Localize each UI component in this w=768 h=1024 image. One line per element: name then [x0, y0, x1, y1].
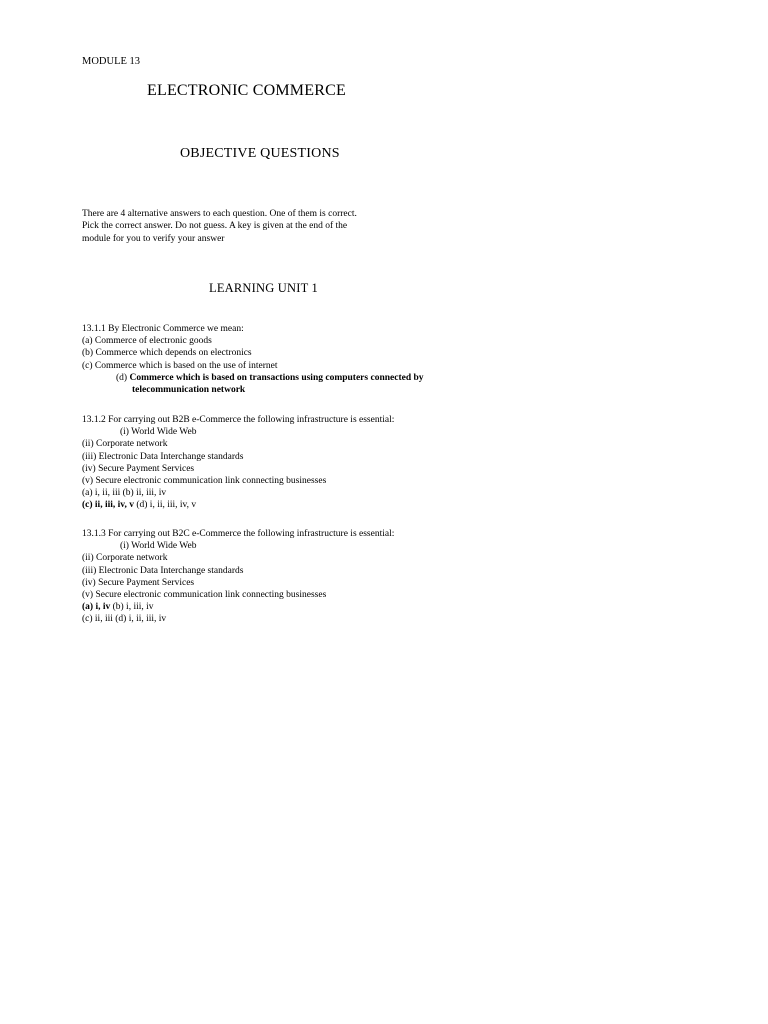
module-label: MODULE 13 [82, 56, 141, 67]
answer-choice: (b) i, iii, iv [110, 602, 154, 613]
question-option: (a) Commerce of electronic goods [82, 336, 212, 347]
answer-choices [82, 499, 394, 511]
option-label: (d) [116, 372, 130, 383]
page-title: ELECTRONIC COMMERCE [147, 82, 346, 99]
question-item: (ii) Corporate network [82, 439, 168, 450]
correct-answer-text: Commerce which is based on transactions using computers connected by [129, 372, 424, 383]
question-13-1-2 [82, 414, 394, 512]
question-item: (v) Secure electronic communication link connecting businesses [82, 476, 327, 487]
instructions-line: Pick the correct answer. Do not guess. A key is given at the end of the [82, 221, 348, 232]
question-item: (i) World Wide Web [120, 541, 197, 552]
question-stem: 13.1.3 For carrying out B2C e-Commerce the following infrastructure is essential: [82, 529, 395, 539]
correct-answer-text-continued: telecommunication network [132, 385, 246, 396]
question-item: (ii) Corporate network [82, 553, 168, 564]
answer-choices: (c) ii, iii (d) i, ii, iii, iv [82, 614, 167, 625]
instructions-paragraph [82, 208, 357, 245]
instructions-line: module for you to verify your answer [82, 233, 225, 244]
learning-unit-title: LEARNING UNIT 1 [209, 281, 319, 295]
question-item: (iv) Secure Payment Services [82, 463, 195, 474]
question-stem: 13.1.2 For carrying out B2B e-Commerce the following infrastructure is essential: [82, 415, 395, 425]
question-option: (c) Commerce which is based on the use of internet [82, 360, 278, 371]
question-item: (iv) Secure Payment Services [82, 577, 195, 588]
correct-answer-text: (c) ii, iii, iv, v [82, 500, 134, 511]
correct-answer-text: (a) i, iv [82, 602, 111, 613]
question-option: (b) Commerce which depends on electronics [82, 348, 252, 359]
question-item: (iii) Electronic Data Interchange standards [82, 451, 244, 462]
question-13-1-3 [82, 528, 394, 626]
question-item: (iii) Electronic Data Interchange standards [82, 565, 244, 576]
instructions-line: There are 4 alternative answers to each question. One of them is correct. [82, 209, 357, 219]
question-item: (v) Secure electronic communication link connecting businesses [82, 590, 327, 601]
question-item: (i) World Wide Web [120, 427, 197, 438]
question-stem: 13.1.1 By Electronic Commerce we mean: [82, 324, 244, 334]
question-13-1-1 [82, 323, 424, 396]
answer-choices: (a) i, ii, iii (b) ii, iii, iv [82, 488, 167, 499]
answer-choices [82, 601, 394, 613]
section-title: OBJECTIVE QUESTIONS [180, 146, 340, 161]
question-option-correct [82, 372, 424, 384]
answer-choice: (d) i, ii, iii, iv, v [133, 500, 197, 511]
